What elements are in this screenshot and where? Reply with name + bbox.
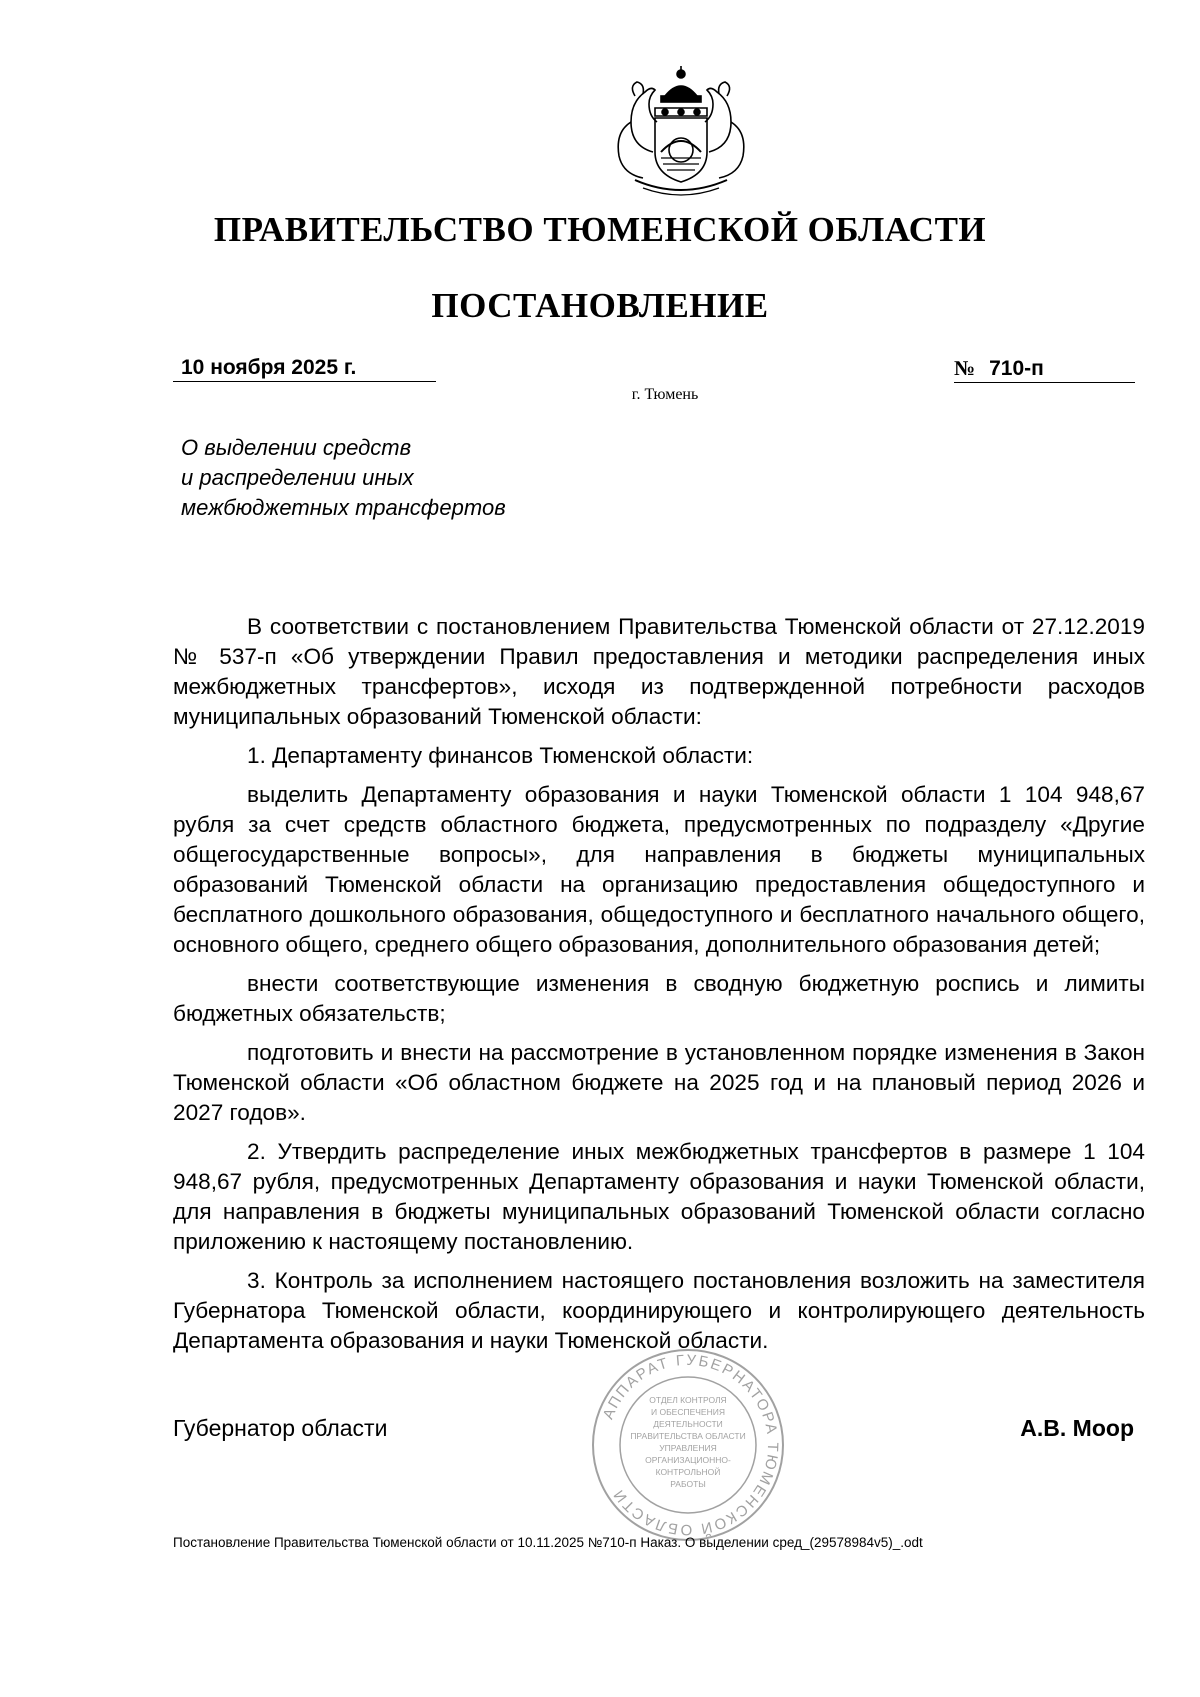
stamp-line: ДЕЯТЕЛЬНОСТИ [653,1419,723,1429]
body-paragraph: 3. Контроль за исполнением настоящего постановления возложить на заместителя Губернатора Тюменской области, координирующего и контролирующего деятельность Департамента образования и науки Тюменской области. [173,1268,1145,1353]
stamp-line: РАБОТЫ [670,1479,706,1489]
official-stamp [588,1345,788,1545]
coat-of-arms-emblem [591,62,771,202]
stamp-line: КОНТРОЛЬНОЙ [655,1467,721,1477]
decree-body [173,612,1145,1365]
decree-number-field [954,355,1135,383]
stamp-outer-text: АППАРАТ ГУБЕРНАТОРА ТЮМЕНСКОЙ ОБЛАСТИ [599,1351,782,1539]
stamp-line: УПРАВЛЕНИЯ [659,1443,717,1453]
body-paragraph: 2. Утвердить распределение иных межбюджетных трансфертов в размере 1 104 948,67 рубля, предусмотренных Департаменту образования и науки Тюменской области, для направления в бюджеты муниципальных образований Тюменской области согласно приложению к настоящему постановлению. [173,1139,1145,1254]
subject-line: межбюджетных трансфертов [181,495,506,520]
number-sign: № [954,356,976,380]
stamp-line: ОТДЕЛ КОНТРОЛЯ [649,1395,727,1405]
signatory-name: А.В. Моор [1020,1415,1134,1441]
government-title: ПРАВИТЕЛЬСТВО ТЮМЕНСКОЙ ОБЛАСТИ [213,210,987,249]
body-paragraph: выделить Департаменту образования и науки Тюменской области 1 104 948,67 рубля за счет средств областного бюджета, предусмотренных по подразделу «Другие общегосударственные вопросы», для направления в бюджеты муниципальных образований Тюменской области на организацию предоставления общедоступного и бесплатного дошкольного образования, общедоступного и бесплатного начального общего, основного общего, среднего общего образования, дополнительного образования детей; [173,782,1145,957]
decree-date: 10 ноября 2025 г. [173,355,436,382]
body-paragraph: внести соответствующие изменения в сводную бюджетную роспись и лимиты бюджетных обязательств; [173,971,1145,1026]
signatory-position: Губернатор области [173,1415,388,1441]
document-type-title: ПОСТАНОВЛЕНИЕ [431,286,769,325]
body-paragraph: В соответствии с постановлением Правительства Тюменской области от 27.12.2019 № 537-п «Об утверждении Правил предоставления и методики распределения иных межбюджетных трансфертов», исходя из подтвержденной потребности расходов муниципальных образований Тюменской области: [173,614,1145,729]
body-paragraph: 1. Департаменту финансов Тюменской области: [247,743,754,768]
stamp-line: И ОБЕСПЕЧЕНИЯ [651,1407,725,1417]
document-footer: Постановление Правительства Тюменской области от 10.11.2025 №710-п Наказ. О выделении сред_(29578984v5)_.odt [173,1535,923,1550]
subject-line: О выделении средств [181,435,412,460]
decree-number: 710-п [989,357,1044,380]
subject-line: и распределении иных [181,465,414,490]
stamp-line: ОРГАНИЗАЦИОННО- [645,1455,731,1465]
body-paragraph: подготовить и внести на рассмотрение в установленном порядке изменения в Закон Тюменской области «Об областном бюджете на 2025 год и на плановый период 2026 и 2027 годов». [173,1040,1145,1125]
stamp-line: ПРАВИТЕЛЬСТВА ОБЛАСТИ [630,1431,746,1441]
city-label: г. Тюмень [631,386,699,403]
decree-subject [181,433,506,523]
